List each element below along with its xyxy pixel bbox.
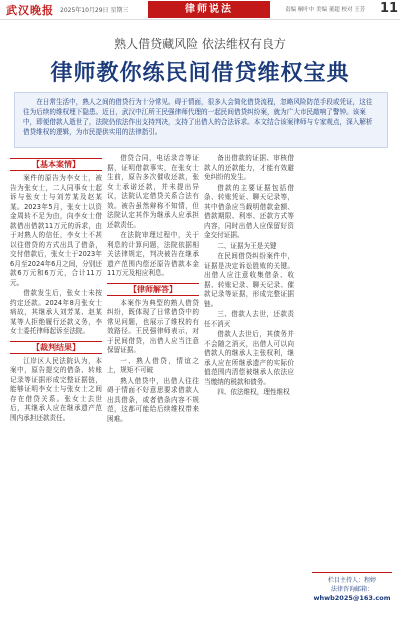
masthead [0, 0, 400, 20]
body-paragraph: 熟人借贷中，出借人往往碍于情面不好意思要求借款人出具借条，或者借条内容不规范，这都可能给后续维权带来困难。 [107, 376, 199, 423]
body-paragraph: 借贷合同，电话录音等证据，证明借款事实，在张女士生前，原告多次催收还款，张女士承诺还款，并未提出异议，法院认定借贷关系合法有效。被告虽然辩称不知情，但法院认定其作为继承人应承担还款责任。 [107, 154, 199, 229]
body-paragraph: 三、借款人去世，还款责任不消灭 [204, 310, 294, 328]
column-3 [204, 154, 294, 622]
body-paragraph: 借款的主要证据包括借条、转账凭证、聊天记录等，其中借条应当载明借款金额、借款期限、利率、还款方式等内容，同时出借人应保留好资金交付证据。 [204, 183, 294, 239]
email-label: 法律咨询邮箱： [330, 586, 373, 593]
column-2 [107, 154, 199, 622]
body-paragraph: 在民间借贷纠纷案件中，证据是决定诉讼胜败的关键。出借人应注意收集借条、收据、转账记录、聊天记录、催款记录等证据，形成完整证据链。 [204, 252, 294, 308]
body-paragraph: 本案作为典型的熟人借贷纠纷，既体现了日常借贷中的常见问题，也展示了维权的有效路径。王民强律师表示，对于民间借贷，出借人应当注意保留证据。 [107, 298, 199, 354]
body-paragraph: 借款人去世后，其债务并不会随之消灭，出借人可以向借款人的继承人主张权利，继承人应在所继承遗产的实际价值范围内清偿被继承人依法应当缴纳的税款和债务。 [204, 330, 294, 386]
section-subhead: 【基本案情】 [10, 158, 102, 171]
headline: 律师教你练民间借贷维权宝典 [50, 60, 350, 86]
issue-date: 2025年10月29日 星期三 [60, 7, 129, 14]
column-footer [312, 572, 392, 603]
body-paragraph: 四、依法维权，理性维权 [217, 388, 290, 396]
section-subhead: 【律师解答】 [107, 283, 199, 296]
section-title: 律师说法 [148, 1, 270, 18]
column-1 [10, 154, 102, 622]
body-paragraph: 在法院审理过程中，关于利息的计算问题，法院依据相关法律规定，判决被告在继承遗产范围内偿还原告借款本金11万元及相应利息。 [107, 231, 199, 277]
body-paragraph: 一、熟人借贷，情谊之上，规矩不可破 [107, 356, 199, 374]
contact-email: whwb2025@163.com [313, 594, 391, 602]
body-paragraph: 借款发生后，张女士未按约定还款。2024年8月张女士病故，其继承人刘芳某、赵某某等人拒绝履行还款义务，李女士委托律师起诉至法院。 [10, 289, 102, 335]
body-paragraph: 备出借款的证据、审核借款人的还款能力，才能有效避免纠纷的发生。 [204, 154, 294, 181]
lead-paragraph: 在日常生活中，熟人之间的借贷行为十分常见。碍于情面，很多人会简化借贷流程，忽略风险防范手段或凭证，这往往为后续的维权埋下隐患。近日，武汉中江所王民强律师代理的一起民间借贷纠纷案，就为广大市民敲响了警钟。该案中，即便借款人逝世了，法院仍依法作出支持判决，支持了出借人的合法诉求。本文结合该案律师与专家观点，深入解析借贷维权的逻辑，为市民提供实用的法律指引。 [14, 92, 388, 148]
host-credit: 栏目主持人：程婷 [327, 577, 376, 584]
kicker: 熟人借贷藏风险 依法维权有良方 [114, 37, 286, 51]
section-subhead: 【裁判结果】 [10, 341, 102, 354]
editor-credits: 责编 桐叶中 美编 董超 校对 王芳 [285, 7, 366, 13]
body-paragraph: 二、证据为王是关键 [217, 241, 277, 250]
body-paragraph: 江岸区人民法院认为，本案中，原告提交的借条、转账记录等证据形成完整证据链，能够证明李女士与张女士之间存在借贷关系。张女士去世后，其继承人应在继承遗产范围内承担还款责任。 [10, 356, 102, 422]
body-paragraph: 案件的原告为李女士，被告为张女士，二人同事女士起诉与张女士与刘芳某及赵某某。2023年5月，张女士以资金周转不足为由，向李女士借款借出借款11万元的诉求，由于对熟人的信任，李女士不甚以往借贷的方式出具了借条，交付借款后，张女士于2023年6月至2024年6月之间，分别还款6万元和6万元，合计11万元。 [10, 174, 102, 287]
newspaper-logo: 武汉晚报 [6, 4, 54, 17]
page-number: 11 [380, 1, 399, 16]
